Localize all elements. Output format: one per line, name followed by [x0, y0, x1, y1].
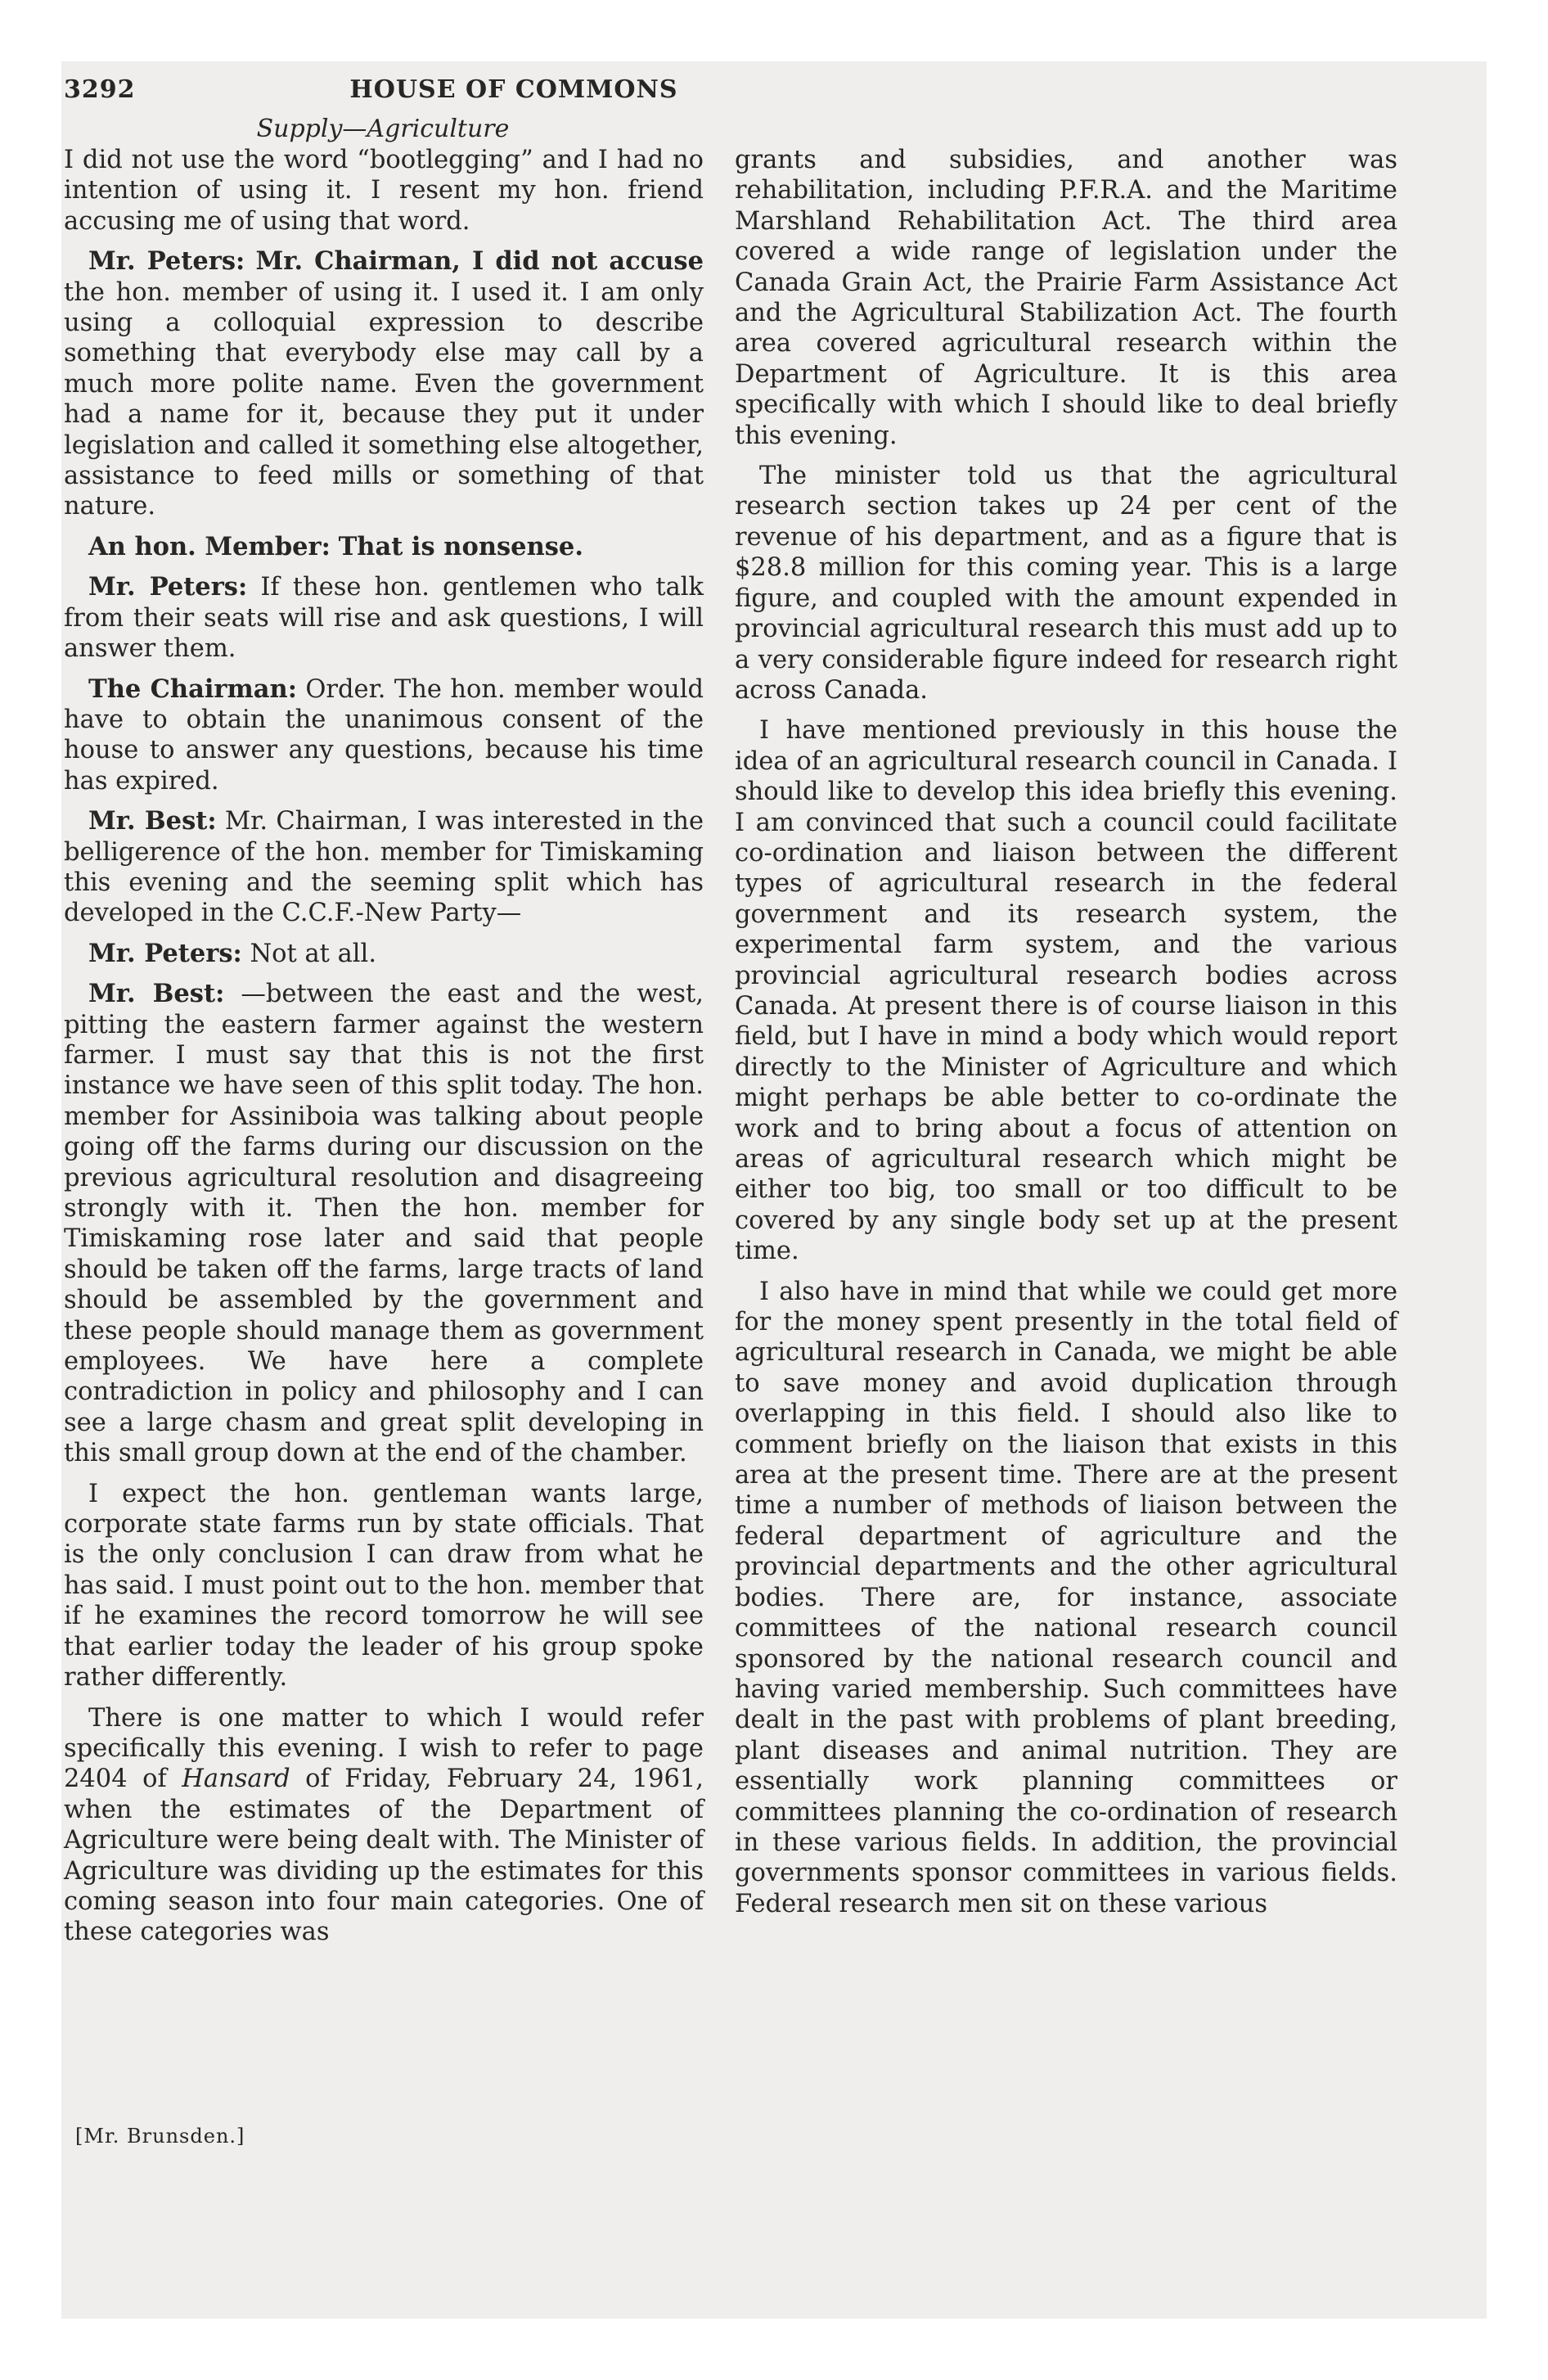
paragraph: I have mentioned previously in this house the idea of an agricultural research council in Canada. I should like to develop this idea briefly this evening. I am convinced that such a council could facilitate co-ordination and liaison between the different types of agricultural research in the federal government and its research system, the experimental farm system, and the various provincial agricultural research bodies across Canada. At present there is of course liaison in this field, but I have in mind a body which would report directly to the Minister of Agriculture and which might perhaps be able better to co-ordinate the work and to bring about a focus of attention on areas of agricultural research which might be either too big, too small or too difficult to be covered by any single body set up at the present time. — [735, 716, 1397, 1266]
paragraph — [64, 532, 704, 562]
paragraph-text: Order. The hon. member would have to obtain the unanimous consent of the house to answer any questions, because his time has expired. — [64, 674, 704, 796]
section-subtitle: Supply—Agriculture — [256, 115, 510, 143]
paragraph-text: of Friday, February 24, 1961, when the estimates of the Department of Agriculture were being dealt with. The Minister of Agriculture was dividing up the estimates for this coming season into four main categories. One of these categories was — [64, 1765, 704, 1947]
page-header — [64, 75, 964, 108]
paragraph-text: That is nonsense. — [338, 531, 583, 561]
left-column — [64, 145, 704, 1958]
speaker-name: Mr. Peters: — [88, 938, 242, 968]
paragraph: grants and subsidies, and another was rehabilitation, including P.F.R.A. and the Maritime Marshland Rehabilitation Act. The third area covered a wide range of legislation under the Canada Grain Act, the Prairie Farm Assistance Act and the Agricultural Stabilization Act. The fourth area covered agricultural research within the Department of Agriculture. It is this area specifically with which I should like to deal briefly this evening. — [735, 146, 1397, 450]
paragraph — [64, 572, 704, 664]
paragraph: The minister told us that the agricultural research section takes up 24 per cent of the revenue of his department, and as a figure that is $28.8 million for this coming year. This is a large figure, and coupled with the amount expended in provincial agricultural research this must add up to a very considerable figure indeed for research right across Canada. — [735, 462, 1397, 705]
right-column — [735, 145, 1397, 1929]
paragraph: I expect the hon. gentleman wants large, corporate state farms run by state officials. That is the only conclusion I can draw from what he has said. I must point out to the hon. member that if he examines the record tomorrow he will see that earlier today the leader of his group spoke rather differently. — [64, 1479, 704, 1693]
page-number: 3292 — [64, 75, 136, 104]
paragraph: I did not use the word “bootlegging” and I had no intention of using it. I resent my hon. friend accusing me of using that word. — [64, 146, 704, 236]
paragraph — [64, 246, 704, 522]
hansard-reference: Hansard — [182, 1765, 290, 1794]
paragraph — [64, 806, 704, 929]
paragraph-text: If these hon. gentlemen who talk from their seats will rise and ask questions, I will answer them. — [64, 573, 704, 664]
speaker-name: Mr. Best: — [88, 806, 217, 836]
speaker-name: The Chairman: — [88, 674, 297, 704]
paragraph-text: Mr. Chairman, I was interested in the belligerence of the hon. member for Timiskaming this evening and the seeming split which has developed in the C.C.F.-New Party— — [64, 807, 704, 928]
paragraph — [64, 939, 704, 969]
speaker-attribution: [Mr. Brunsden.] — [75, 2125, 245, 2148]
speaker-lead: Mr. Chairman, I did not accuse — [255, 246, 704, 277]
speaker-name: Mr. Best: — [88, 979, 225, 1009]
speaker-name: Mr. Peters: — [88, 246, 245, 277]
paragraph: I also have in mind that while we could get more for the money spent presently in the total field of agricultural research in Canada, we might be able to save money and avoid duplication through overlapping in this field. I should also like to comment briefly on the liaison that exists in this area at the present time. There are at the present time a number of methods of liaison between the federal department of agriculture and the provincial departments and the other agricultural bodies. There are, for instance, associate committees of the national research council sponsored by the national research council and having varied membership. Such committees have dealt in the past with problems of plant breeding, plant diseases and animal nutrition. They are essentially work planning committees or committees planning the co-ordination of research in these various fields. In addition, the provincial governments sponsor committees in various fields. Federal research men sit on these various — [735, 1277, 1397, 1918]
paragraph-text: —between the east and the west, pitting the eastern farmer against the western farmer. I must say that this is not the first instance we have seen of this split today. The hon. member for Assiniboia was talking about people going off the farms during our discussion on the previous agricultural resolution and disagreeing strongly with it. Then the hon. member for Timiskaming rose later and said that people should be taken off the farms, large tracts of land should be assembled by the government and these people should manage them as government employees. We have here a complete contradiction in policy and philosophy and I can see a large chasm and great split developing in this small group down at the end of the chamber. — [64, 980, 704, 1468]
speaker-name: Mr. Peters: — [88, 572, 248, 602]
page-title: HOUSE OF COMMONS — [349, 75, 678, 104]
paragraph — [64, 674, 704, 797]
paragraph-text: the hon. member of using it. I used it. I am only using a colloquial expression to describe something that everybody else may call by a much more polite name. Even the government had a name for it, because they put it under legislation and called it something else altogether, assistance to feed mills or something of that nature. — [64, 277, 704, 521]
paragraph — [64, 1703, 704, 1948]
paragraph-text: Not at all. — [250, 939, 377, 968]
paragraph-text: There is one matter to which I would refer specifically this evening. I wish to refer to page 2404 of — [64, 1703, 704, 1794]
paragraph — [64, 979, 704, 1469]
speaker-name: An hon. Member: — [88, 531, 331, 561]
